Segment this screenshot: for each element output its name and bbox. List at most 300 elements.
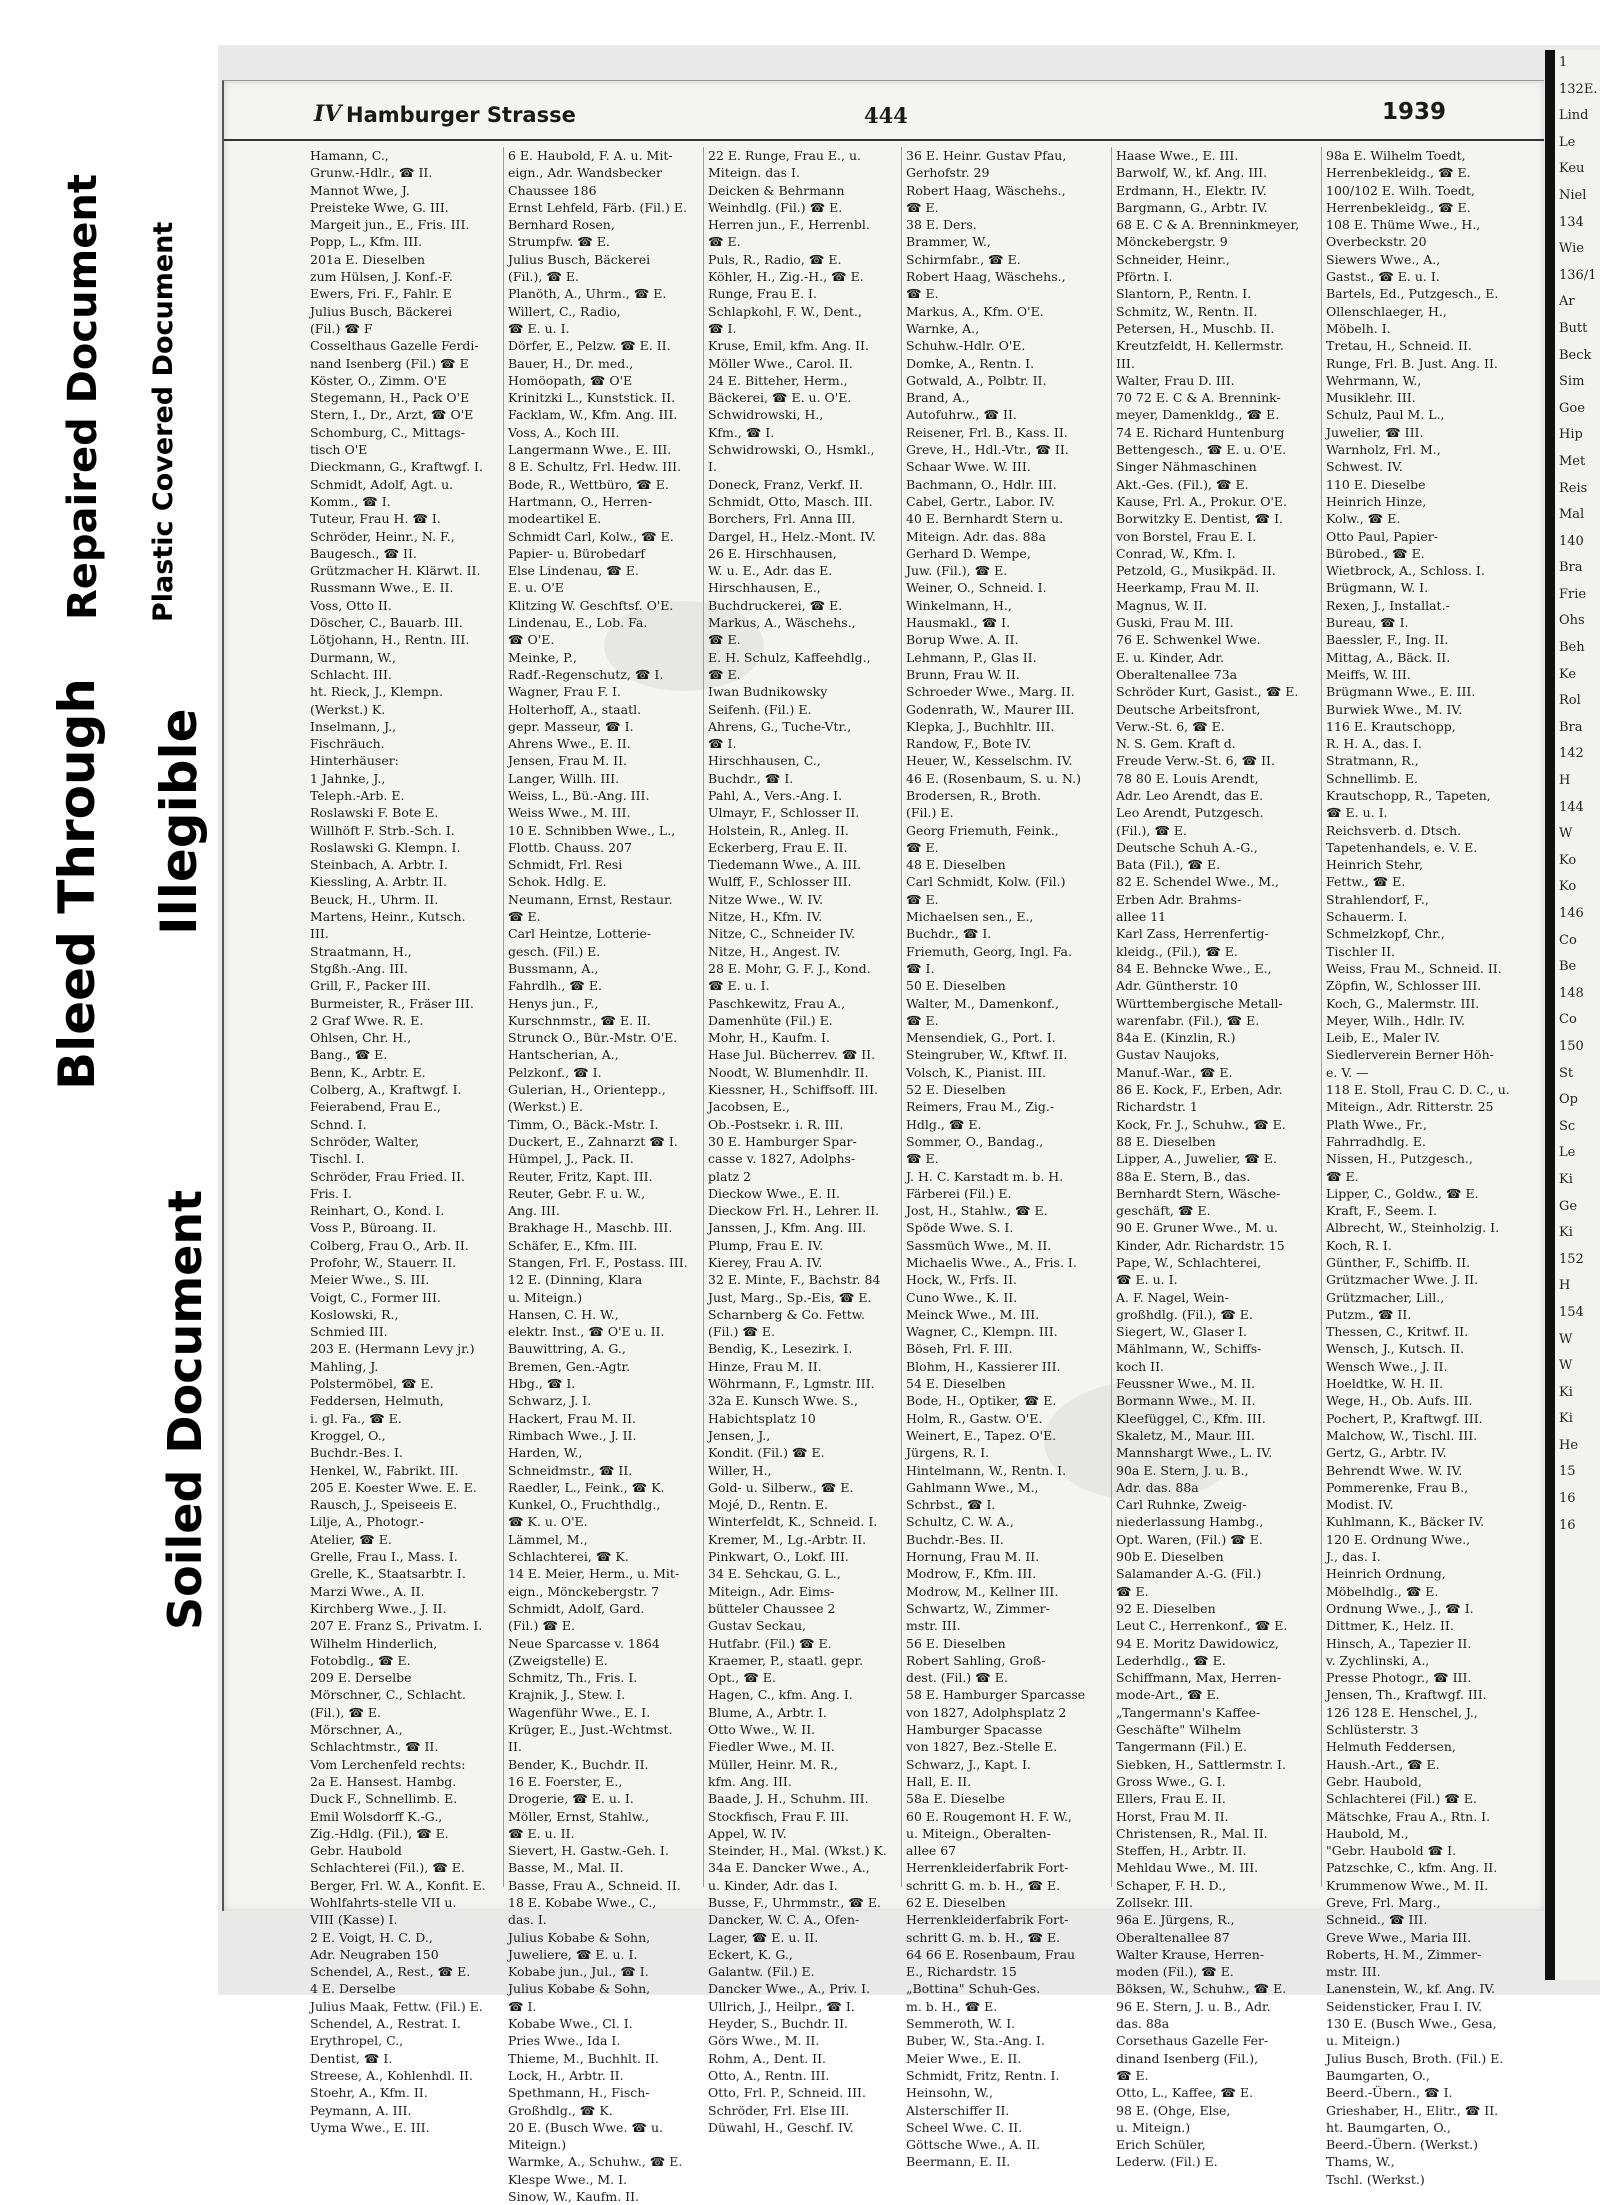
directory-entry: Brügmann Wwe., E. III. xyxy=(1326,684,1476,700)
directory-entry: Hinterhäuser: xyxy=(310,753,399,769)
directory-entry: Patzschke, C., kfm. Ang. II. xyxy=(1326,1860,1498,1876)
directory-entry: Bang., ☎ E. xyxy=(310,1047,388,1063)
directory-entry: ☎ E. xyxy=(708,666,741,682)
directory-entry: Großhdlg., ☎ K. xyxy=(508,2102,613,2118)
directory-entry: Grieshaber, H., Elitr., ☎ II. xyxy=(1326,2102,1499,2118)
directory-entry: Koch, G., Malermstr. III. xyxy=(1326,995,1480,1011)
directory-entry: 6 E. Haubold, F. A. u. Mit- xyxy=(508,148,673,163)
directory-entry: Petzold, G., Musikpäd. II. xyxy=(1116,563,1276,579)
next-page-fragment: Met xyxy=(1559,453,1586,469)
directory-entry: ☎ E. xyxy=(708,632,741,648)
directory-entry: Galantw. (Fil.) E. xyxy=(708,1964,815,1980)
directory-entry: Alsterschiffer II. xyxy=(906,2102,1010,2118)
directory-entry: 90b E. Dieselben xyxy=(1116,1549,1224,1565)
directory-entry: Schwidrowski, O., Hsmkl., xyxy=(708,442,875,458)
directory-entry: Burmeister, R., Fräser III. xyxy=(310,995,474,1011)
directory-entry: 96 E. Stern, J. u. B., Adr. xyxy=(1116,1998,1271,2014)
directory-entry: Haush.-Art., ☎ E. xyxy=(1326,1756,1440,1772)
directory-entry: Stoehr, A., Kfm. II. xyxy=(310,2085,428,2101)
directory-entry: Schwest. IV. xyxy=(1326,459,1403,475)
directory-entry: Greve, H., Hdl.-Vtr., ☎ II. xyxy=(906,442,1069,458)
directory-entry: Tapetenhandels, e. V. E. xyxy=(1326,839,1478,855)
directory-entry: Fahrradhdlg. E. xyxy=(1326,1133,1426,1149)
directory-entry: Hase Jul. Bücherrev. ☎ II. xyxy=(708,1047,876,1063)
directory-entry: Mörschner, C., Schlacht. xyxy=(310,1687,466,1703)
directory-entry: Wöhrmann, F., Lgmstr. III. xyxy=(708,1376,875,1392)
directory-entry: Bendig, K., Lesezirk. I. xyxy=(708,1341,853,1357)
directory-entry: 38 E. Ders. xyxy=(906,217,977,233)
directory-entry: Schmidt, Otto, Masch. III. xyxy=(708,493,873,509)
directory-entry: Meier Wwe., E. II. xyxy=(906,2050,1022,2066)
directory-entry: Hansen, C. H. W., xyxy=(508,1306,619,1322)
directory-entry: 82 E. Schendel Wwe., M., xyxy=(1116,874,1279,890)
directory-entry: Stangen, Frl. F., Postass. III. xyxy=(508,1255,688,1270)
directory-entry: Schaar Wwe. W. III. xyxy=(906,459,1031,475)
directory-entry: Ahrens Wwe., E. II. xyxy=(508,736,631,752)
label-illegible: Illegible xyxy=(150,708,208,935)
directory-entry: Hdlg., ☎ E. xyxy=(906,1116,982,1132)
directory-entry: Schmitz, W., Rentn. II. xyxy=(1116,303,1258,319)
directory-entry: Fotobdlg., ☎ E. xyxy=(310,1652,411,1668)
directory-entry: 34 E. Sehckau, G. L., xyxy=(708,1566,841,1582)
directory-entry: Runge, Frl. B. Just. Ang. II. xyxy=(1326,355,1498,371)
directory-entry: 110 E. Dieselbe xyxy=(1326,476,1426,492)
directory-entry: Ang. III. xyxy=(508,1203,560,1219)
directory-entry: Buchdr., ☎ I. xyxy=(708,770,794,786)
directory-entry: Bremen, Gen.-Agtr. xyxy=(508,1358,631,1374)
directory-entry: Kunkel, O., Fruchthdlg., xyxy=(508,1497,661,1513)
directory-entry: 118 E. Stoll, Frau C. D. C., u. xyxy=(1326,1082,1510,1098)
directory-entry: Grill, F., Packer III. xyxy=(310,978,431,994)
directory-entry: 20 E. (Busch Wwe. ☎ u. xyxy=(508,2119,663,2135)
directory-entry: Beuck, H., Uhrm. II. xyxy=(310,891,439,907)
directory-entry: Wensch Wwe., J. II. xyxy=(1326,1358,1448,1374)
directory-entry: Janssen, J., Kfm. Ang. III. xyxy=(708,1220,867,1236)
directory-entry: Meier Wwe., S. III. xyxy=(310,1272,430,1288)
directory-entry: Gustav Seckau, xyxy=(708,1618,806,1634)
directory-entry: 88a E. Stern, B., das. xyxy=(1116,1168,1251,1184)
directory-entry: Gold- u. Silberw., ☎ E. xyxy=(708,1479,854,1495)
directory-entry: II. xyxy=(508,1739,522,1755)
directory-entry: Grützmacher, Lill., xyxy=(1326,1289,1445,1305)
directory-entry: Schmitz, Th., Fris. I. xyxy=(508,1670,638,1686)
next-page-fragment: Ko xyxy=(1559,879,1577,895)
directory-entry: Göttsche Wwe., A. II. xyxy=(906,2137,1041,2153)
directory-entry: Reinhart, O., Kond. I. xyxy=(310,1203,445,1219)
next-page-fragment: Butt xyxy=(1559,320,1588,336)
label-soiled-document: Soiled Document xyxy=(158,1189,212,1630)
directory-entry: Adr. das. 88a xyxy=(1116,1479,1199,1495)
directory-entry: Voss P., Büroang. II. xyxy=(310,1220,437,1236)
directory-entry: Adr. Leo Arendt, das E. xyxy=(1116,787,1264,803)
directory-entry: Baessler, F., Ing. II. xyxy=(1326,632,1449,648)
directory-entry: Ewers, Fri. F., Fahlr. E xyxy=(310,286,452,302)
directory-entry: Greve Wwe., Maria III. xyxy=(1326,1929,1472,1945)
directory-entry: Mittag, A., Bäck. II. xyxy=(1326,649,1451,665)
directory-entry: Schmelzkopf, Chr., xyxy=(1326,926,1445,942)
directory-entry: Feierabend, Frau E., xyxy=(310,1099,441,1115)
directory-entry: Klepka, J., Buchhltr. III. xyxy=(906,718,1055,734)
directory-entry: Malchow, W., Tischl. III. xyxy=(1326,1427,1478,1443)
directory-entry: Schröder, Walter, xyxy=(310,1133,420,1149)
directory-entry: tisch O'E xyxy=(310,442,368,458)
column-6 xyxy=(1322,147,1536,2187)
directory-entry: 84a E. (Kinzlin, R.) xyxy=(1116,1030,1236,1046)
directory-entry: Dentist, ☎ I. xyxy=(310,2050,393,2066)
directory-entry: niederlassung Hambg., xyxy=(1116,1514,1264,1530)
directory-entry: Schultz, C. W. A., xyxy=(906,1514,1014,1530)
directory-entry: Koch, R. I. xyxy=(1326,1237,1392,1253)
directory-entry: Kiessner, H., Schiffsoff. III. xyxy=(708,1082,878,1098)
directory-entry: „Bottina" Schuh-Ges. xyxy=(906,1981,1041,1997)
directory-entry: Roslawski G. Klempn. I. xyxy=(310,839,461,855)
directory-entry: Dieckow Wwe., E. II. xyxy=(708,1185,840,1201)
directory-entry: Grützmacher H. Klärwt. II. xyxy=(310,563,481,579)
label-plastic-covered-document: Plastic Covered Document xyxy=(148,221,179,622)
directory-entry: 209 E. Derselbe xyxy=(310,1670,412,1686)
directory-entry: Fettw., ☎ E. xyxy=(1326,874,1406,890)
directory-entry: Scharnberg & Co. Fettw. xyxy=(708,1306,865,1322)
directory-entry: Akt.-Ges. (Fil.), ☎ E. xyxy=(1116,476,1249,492)
directory-entry: Barwolf, W., kf. Ang. III. xyxy=(1116,165,1268,181)
directory-entry: J. H. C. Karstadt m. b. H. xyxy=(906,1168,1064,1184)
directory-entry: Godenrath, W., Maurer III. xyxy=(906,701,1075,717)
directory-entry: Ohlsen, Chr. H., xyxy=(310,1030,412,1046)
directory-entry: ☎ E. u. I. xyxy=(1326,805,1388,821)
directory-entry: von Borstel, Frau E. I. xyxy=(1116,528,1257,544)
directory-entry: Böksen, W., Schuhw., ☎ E. xyxy=(1116,1981,1287,1997)
directory-entry: Uyma Wwe., E. III. xyxy=(310,2119,430,2135)
directory-entry: Thieme, M., Buchhlt. II. xyxy=(508,2050,659,2066)
directory-entry: ☎ E. u. II. xyxy=(508,1825,575,1841)
directory-entry: (Werkst.) K. xyxy=(310,701,386,717)
directory-entry: E. H. Schulz, Kaffeehdlg., xyxy=(708,649,871,665)
directory-entry: Polstermöbel, ☎ E. xyxy=(310,1376,434,1392)
directory-entry: Bettengesch., ☎ E. u. O'E. xyxy=(1116,442,1287,458)
directory-entry: Reuter, Fritz, Kapt. III. xyxy=(508,1168,653,1184)
directory-entry: Neumann, Ernst, Restaur. xyxy=(508,891,673,907)
directory-entry: Pommerenke, Frau B., xyxy=(1326,1479,1469,1495)
directory-entry: Deicken & Behrmann xyxy=(708,182,845,198)
directory-entry: Brügmann, W. I. xyxy=(1326,580,1429,596)
directory-entry: 30 E. Hamburger Spar- xyxy=(708,1133,857,1149)
directory-entry: (Fil.), ☎ E. xyxy=(310,1704,381,1720)
directory-entry: ☎ I. xyxy=(906,960,935,976)
directory-entry: Nissen, H., Putzgesch., xyxy=(1326,1151,1473,1167)
directory-entry: Jensen, Th., Kraftwgf. III. xyxy=(1326,1687,1487,1703)
directory-entry: Warnholz, Frl. M., xyxy=(1326,442,1441,458)
directory-entry: Grelle, Frau I., Mass. I. xyxy=(310,1549,458,1565)
directory-entry: Haubold, M., xyxy=(1326,1825,1409,1841)
directory-entry: Kinder, Adr. Richardstr. 15 xyxy=(1116,1237,1285,1253)
directory-entry: Kause, Frl. A., Prokur. O'E. xyxy=(1116,493,1288,509)
directory-entry: Papier- u. Bürobedarf xyxy=(508,545,646,561)
directory-entry: III. xyxy=(1116,355,1135,371)
directory-entry: Winkelmann, H., xyxy=(906,597,1012,613)
directory-entry: Stern, I., Dr., Arzt, ☎ O'E xyxy=(310,407,474,423)
directory-entry: Schmidt, Fritz, Rentn. I. xyxy=(906,2067,1060,2083)
directory-entry: Holterhoff, A., staatl. xyxy=(508,701,642,717)
next-page-fragment: Mal xyxy=(1559,507,1585,523)
directory-entry: Pförtn. I. xyxy=(1116,269,1173,285)
directory-entry: Gerhofstr. 29 xyxy=(906,165,990,181)
directory-entry: Hagen, C., kfm. Ang. I. xyxy=(708,1687,853,1703)
directory-entry: Otto, L., Kaffee, ☎ E. xyxy=(1116,2085,1254,2101)
directory-entry: Dieckmann, G., Kraftwgf. I. xyxy=(310,459,483,475)
directory-entry: Putzm., ☎ II. xyxy=(1326,1306,1412,1322)
directory-entry: Albrecht, W., Steinholzig. I. xyxy=(1326,1220,1500,1236)
directory-entry: Heuer, W., Kesselschm. IV. xyxy=(906,753,1073,769)
directory-entry: Jensen, J., xyxy=(708,1427,771,1443)
next-page-fragment: 154 xyxy=(1559,1304,1584,1320)
next-page-fragment: 136/1 xyxy=(1559,267,1597,283)
directory-entry: Schneidmstr., ☎ II. xyxy=(508,1462,633,1478)
directory-entry: Ollenschlaeger, H., xyxy=(1326,303,1447,319)
directory-entry: Hirschhausen, C., xyxy=(708,753,821,769)
directory-entry: Juw. (Fil.), ☎ E. xyxy=(906,563,1008,579)
directory-entry: J., das. I. xyxy=(1326,1549,1381,1565)
directory-entry: Michaelis Wwe., A., Fris. I. xyxy=(906,1255,1077,1270)
directory-entry: Heyder, S., Buchdr. II. xyxy=(708,2016,849,2032)
directory-entry: E., Richardstr. 15 xyxy=(906,1964,1017,1980)
next-page-fragment: H xyxy=(1559,773,1571,789)
directory-entry: Schwarz, J. I. xyxy=(508,1393,592,1409)
directory-entry: zum Hülsen, J. Konf.-F. xyxy=(310,269,453,285)
next-page-fragment: He xyxy=(1559,1437,1579,1453)
directory-entry: Kroggel, O., xyxy=(310,1427,386,1443)
directory-entry: Siewers Wwe., A., xyxy=(1326,251,1441,267)
directory-entry: Kremer, M., Lg.-Arbtr. II. xyxy=(708,1531,867,1547)
directory-entry: Klespe Wwe., M. I. xyxy=(508,2171,628,2187)
directory-entry: Günther, F., Schiffb. II. xyxy=(1326,1255,1471,1270)
directory-entry: Conrad, W., Kfm. I. xyxy=(1116,545,1236,561)
directory-entry: Colberg, Frau O., Arb. II. xyxy=(310,1237,469,1253)
directory-entry: Spethmann, H., Fisch- xyxy=(508,2085,650,2101)
directory-entry: E. u. Kinder, Adr. xyxy=(1116,649,1225,665)
directory-entry: Hornung, Frau M. II. xyxy=(906,1549,1040,1565)
directory-entry: 32 E. Minte, F., Bachstr. 84 xyxy=(708,1272,881,1288)
directory-entry: Brammer, W., xyxy=(906,234,991,250)
directory-entry: Nitze Wwe., W. IV. xyxy=(708,891,824,907)
directory-entry: Brodersen, R., Broth. xyxy=(906,787,1041,803)
directory-entry: 2 Graf Wwe. R. E. xyxy=(310,1012,424,1028)
directory-entry: Kruse, Emil, kfm. Ang. II. xyxy=(708,338,869,354)
directory-entry: Opt. Waren, (Fil.) ☎ E. xyxy=(1116,1531,1263,1547)
directory-entry: Miteign. Adr. das. 88a xyxy=(906,528,1046,544)
directory-entry: Markus, A., Kfm. O'E. xyxy=(906,303,1044,319)
directory-entry: Stockfisch, Frau F. III. xyxy=(708,1808,850,1824)
directory-entry: 32a E. Kunsch Wwe. S., xyxy=(708,1393,858,1409)
directory-entry: u. Miteign., Oberalten- xyxy=(906,1825,1051,1841)
directory-entry: Robert Sahling, Groß- xyxy=(906,1652,1046,1668)
directory-entry: Winterfeldt, K., Schneid. I. xyxy=(708,1514,878,1530)
directory-entry: moden (Fil.), ☎ E. xyxy=(1116,1964,1234,1980)
directory-entry: Homöopath, ☎ O'E xyxy=(508,372,633,388)
directory-entry: Dargel, H., Helz.-Mont. IV. xyxy=(708,528,876,544)
directory-entry: 14 E. Meier, Herm., u. Mit- xyxy=(508,1566,680,1582)
directory-entry: Heerkamp, Frau M. II. xyxy=(1116,580,1260,596)
directory-entry: 120 E. Ordnung Wwe., xyxy=(1326,1531,1471,1547)
directory-entry: Kraemer, P., staatl. gepr. xyxy=(708,1652,864,1668)
directory-entry: Voss, A., Koch III. xyxy=(508,424,620,440)
directory-entry: gesch. (Fil.) E. xyxy=(508,943,601,959)
directory-entry: 4 E. Derselbe xyxy=(310,1981,396,1997)
directory-entry: ☎ K. u. O'E. xyxy=(508,1514,588,1530)
directory-entry: Heinrich Stehr, xyxy=(1326,857,1423,873)
directory-entry: Sievert, H. Gastw.-Geh. I. xyxy=(508,1843,669,1859)
directory-entry: Grunw.-Hdlr., ☎ II. xyxy=(310,165,433,181)
directory-entry: geschäft, ☎ E. xyxy=(1116,1203,1211,1219)
directory-entry: 16 E. Foerster, E., xyxy=(508,1773,623,1789)
directory-entry: Warmke, A., Schuhw., ☎ E. xyxy=(508,2154,683,2170)
directory-entry: ☎ E. xyxy=(906,286,939,302)
directory-entry: Reichsverb. d. Dtsch. xyxy=(1326,822,1462,838)
directory-entry: Steffen, H., Arbtr. II. xyxy=(1116,1843,1247,1859)
directory-entry: 58 E. Hamburger Sparcasse xyxy=(906,1687,1086,1703)
directory-entry: Gross Wwe., G. I. xyxy=(1116,1773,1226,1789)
directory-entry: Schröder, Heinr., N. F., xyxy=(310,528,455,544)
directory-entry: Zollsekr. III. xyxy=(1116,1894,1193,1910)
directory-entry: 24 E. Bitteher, Herm., xyxy=(708,372,848,388)
next-page-fragment: W xyxy=(1559,1331,1573,1347)
directory-entry: Appel, W. IV. xyxy=(708,1825,787,1841)
directory-entry: Leut C., Herrenkonf., ☎ E. xyxy=(1116,1618,1288,1634)
directory-entry: Nitze, C., Schneider IV. xyxy=(708,926,856,942)
directory-entry: Tangermann (Fil.) E. xyxy=(1116,1739,1248,1755)
directory-entry: ☎ E. u. I. xyxy=(508,320,570,336)
directory-entry: Kreutzfeldt, H. Kellermstr. xyxy=(1116,338,1284,354)
directory-entry: das. 88a xyxy=(1116,2016,1170,2032)
next-page-fragment: Keu xyxy=(1559,161,1585,177)
directory-entry: Steinbach, A. Arbtr. I. xyxy=(310,857,448,873)
directory-entry: Pahl, A., Vers.-Ang. I. xyxy=(708,787,843,803)
directory-entry: Schwartz, W., Zimmer- xyxy=(906,1600,1050,1616)
directory-entry: Strumpfw. ☎ E. xyxy=(508,234,610,250)
next-page-edge xyxy=(1555,50,1600,1980)
directory-entry: Gertz, G., Arbtr. IV. xyxy=(1326,1445,1447,1461)
directory-entry: Bäckerei, ☎ E. u. O'E. xyxy=(708,390,852,406)
directory-entry: Schendel, A., Rest., ☎ E. xyxy=(310,1964,471,1980)
directory-entry: Erdmann, H., Elektr. IV. xyxy=(1116,182,1267,198)
next-page-fragment: Reis xyxy=(1559,480,1588,496)
directory-entry: Weinhdlg. (Fil.) ☎ E. xyxy=(708,199,843,215)
directory-entry: Hoeldtke, W. H. II. xyxy=(1326,1376,1444,1392)
directory-entry: Gotwald, A., Polbtr. II. xyxy=(906,372,1047,388)
directory-entry: Wietbrock, A., Schloss. I. xyxy=(1326,563,1485,579)
directory-entry: Basse, Frau A., Schneid. II. xyxy=(508,1877,681,1893)
directory-entry: Rausch, J., Speiseeis E. xyxy=(310,1497,458,1513)
directory-entry: 50 E. Dieselben xyxy=(906,978,1006,994)
directory-entry: Meinck Wwe., M. III. xyxy=(906,1306,1040,1322)
directory-entry: Dancker Wwe., A., Priv. I. xyxy=(708,1981,871,1997)
directory-entry: Jensen, Frau M. II. xyxy=(508,753,627,769)
directory-entry: Bode, R., Wettbüro, ☎ E. xyxy=(508,476,669,492)
directory-entry: Modrow, M., Kellner III. xyxy=(906,1583,1059,1599)
directory-entry: Görs Wwe., M. II. xyxy=(708,2033,820,2049)
directory-entry: Henys jun., F., xyxy=(508,995,599,1011)
directory-entry: Jost, H., Stahlw., ☎ E. xyxy=(906,1203,1048,1219)
directory-entry: 207 E. Franz S., Privatm. I. xyxy=(310,1618,483,1634)
directory-entry: 8 E. Schultz, Frl. Hedw. III. xyxy=(508,459,682,475)
column-4 xyxy=(902,147,1112,2170)
directory-entry: Schiffmann, Max, Herren- xyxy=(1116,1670,1282,1686)
directory-entry: Gulerian, H., Orientepp., xyxy=(508,1082,666,1098)
directory-entry: Möller Wwe., Carol. II. xyxy=(708,355,853,371)
directory-entry: Damenhüte (Fil.) E. xyxy=(708,1012,833,1028)
directory-entry: ☎ E. xyxy=(508,909,541,925)
directory-entry: Ullrich, J., Heilpr., ☎ I. xyxy=(708,1998,855,2014)
directory-entry: (Fil.) E. xyxy=(906,805,954,821)
directory-entry: Karl Zass, Herrenfertig- xyxy=(1116,926,1269,942)
directory-entry: Stgßh.-Ang. III. xyxy=(310,960,408,976)
directory-entry: Reuter, Gebr. F. u. W., xyxy=(508,1185,646,1201)
directory-entry: Schlachtmstr., ☎ II. xyxy=(310,1739,439,1755)
directory-entry: von 1827, Adolphsplatz 2 xyxy=(906,1704,1067,1720)
directory-entry: Buchdr.-Bes. I. xyxy=(310,1445,403,1461)
directory-entry: platz 2 xyxy=(708,1168,751,1184)
directory-entry: Doneck, Franz, Verkf. II. xyxy=(708,476,864,492)
directory-entry: Teleph.-Arb. E. xyxy=(310,787,405,803)
directory-entry: Krüger, E., Just.-Wchtmst. xyxy=(508,1722,673,1738)
directory-entry: großhdlg. (Fil.), ☎ E. xyxy=(1116,1306,1253,1322)
directory-entry: Fiedler Wwe., M. II. xyxy=(708,1739,835,1755)
directory-entry: Mannot Wwe, J. xyxy=(310,182,410,198)
directory-entry: Schröder, Frl. Else III. xyxy=(708,2102,850,2118)
directory-entry: Schwarz, J., Kapt. I. xyxy=(906,1756,1031,1772)
directory-entry: Duckert, E., Zahnarzt ☎ I. xyxy=(508,1133,678,1149)
directory-entry: ☎ E. xyxy=(1116,2067,1149,2083)
directory-entry: Mojé, D., Rentn. E. xyxy=(708,1497,829,1513)
directory-entry: Profohr, W., Stauerr. II. xyxy=(310,1255,457,1270)
directory-entry: 90 E. Gruner Wwe., M. u. xyxy=(1116,1220,1278,1236)
directory-entry: Grützmacher Wwe. J. II. xyxy=(1326,1272,1479,1288)
directory-entry: Puls, R., Radio, ☎ E. xyxy=(708,251,842,267)
directory-entry: Corsethaus Gazelle Fer- xyxy=(1116,2033,1269,2049)
directory-entry: Schröder, Frau Fried. II. xyxy=(310,1168,466,1184)
directory-entry: Möbelhdlg., ☎ E. xyxy=(1326,1583,1439,1599)
next-page-fragment: Sc xyxy=(1559,1118,1576,1134)
directory-entry: Möller, Ernst, Stahlw., xyxy=(508,1808,650,1824)
directory-entry: Dieckow Frl. H., Lehrer. II. xyxy=(708,1203,880,1219)
directory-entry: Geschäfte" Wilhelm xyxy=(1116,1722,1241,1738)
directory-entry: Weiss Wwe., M. III. xyxy=(508,805,631,821)
directory-entry: Magnus, W. II. xyxy=(1116,597,1208,613)
directory-entry: Musiklehr. III. xyxy=(1326,390,1416,406)
directory-entry: Jacobsen, E., xyxy=(708,1099,790,1115)
next-page-fragment: 142 xyxy=(1559,746,1584,762)
directory-entry: Helmuth Feddersen, xyxy=(1326,1739,1456,1755)
directory-entry: Friemuth, Georg, Ingl. Fa. xyxy=(906,943,1072,959)
next-page-fragment: W xyxy=(1559,826,1573,842)
directory-entry: Hirschhausen, E., xyxy=(708,580,821,596)
directory-entry: Reimers, Frau M., Zig.- xyxy=(906,1099,1055,1115)
directory-entry: 88 E. Dieselben xyxy=(1116,1133,1216,1149)
next-page-fragment: Ki xyxy=(1559,1171,1573,1187)
directory-entry: Tischler II. xyxy=(1326,943,1395,959)
directory-entry: Miteign. das I. xyxy=(708,165,800,181)
directory-entry: ☎ E. xyxy=(906,1151,939,1167)
directory-entry: Feussner Wwe., M. II. xyxy=(1116,1376,1256,1392)
directory-entry: Drogerie, ☎ E. u. I. xyxy=(508,1791,634,1807)
directory-entry: Rohm, A., Dent. II. xyxy=(708,2050,827,2066)
directory-entry: meyer, Damenkldg., ☎ E. xyxy=(1116,407,1280,423)
directory-entry: Brakhage H., Maschb. III. xyxy=(508,1220,673,1236)
directory-entry: Hümpel, J., Pack. II. xyxy=(508,1151,634,1167)
directory-entry: 98 E. (Ohge, Else, xyxy=(1116,2102,1231,2118)
next-page-fragment: 132E. xyxy=(1559,81,1598,97)
directory-entry: Miteign., Adr. Eims- xyxy=(708,1583,835,1599)
directory-entry: Domke, A., Rentn. I. xyxy=(906,355,1035,371)
